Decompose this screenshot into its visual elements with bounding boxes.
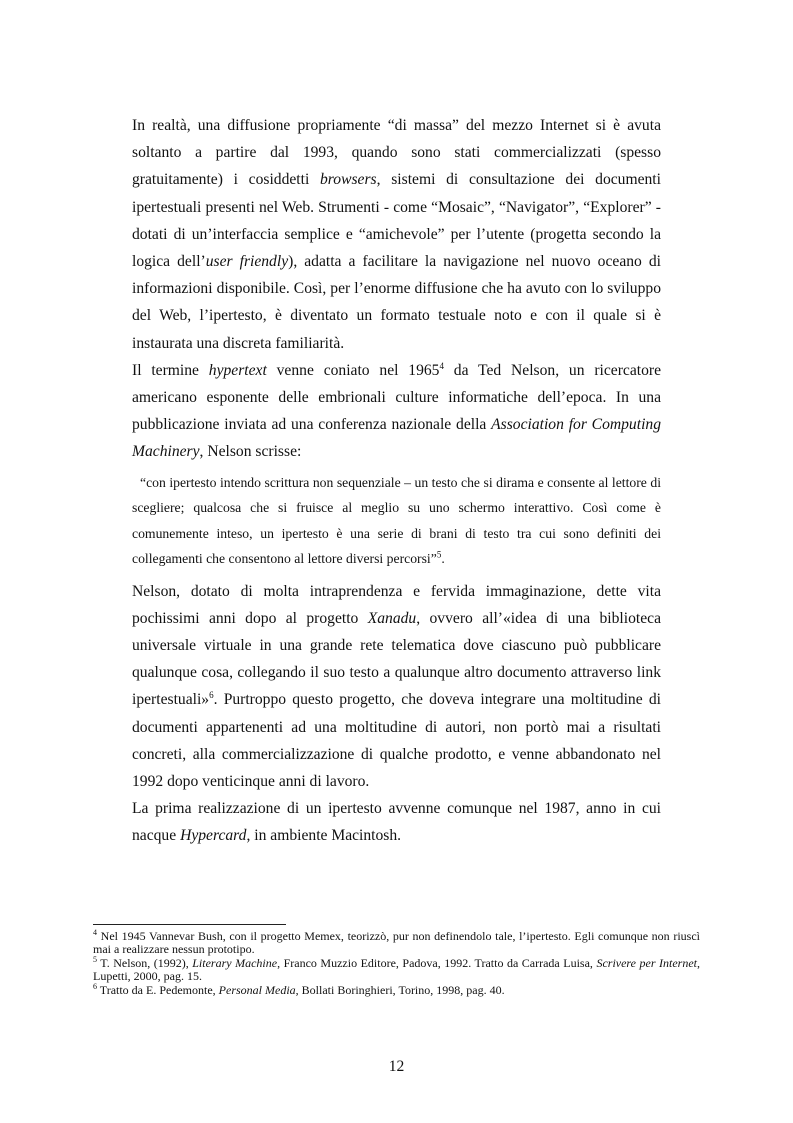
italic-term: Association for Computing Machinery — [132, 416, 661, 461]
footnote-4: $^4$ Nel 1945 Vannevar Bush, con il progetto Memex, teorizzò, pur non definendolo tale, l’ipertesto. Egli comunque non riuscì mai a realizzare nessun prototipo. — [93, 928, 700, 957]
italic-term: Xanadu — [367, 609, 417, 627]
italic-term: Hypercard — [180, 827, 247, 845]
footnote-ref-5: 5 — [436, 549, 442, 560]
paragraph-4: La prima realizzazione di un ipertesto avvenne comunque nel 1987, anno in cui nacque Hypercard, in ambiente Macintosh. — [132, 800, 661, 845]
footnote-separator — [93, 924, 286, 925]
paragraph-3: Nelson, dotato di molta intraprendenza e fervida immaginazione, dette vita pochissimi anni dopo al progetto Xanadu, ovvero all’«idea di una biblioteca universale virtuale in una grande rete telematica dove ciascuno può pubblicare qualunque cosa, collegando il suo testo a qualunque altro documento attraverso link ipertestuali»$^6$. Purtroppo questo progetto, che doveva integrare una moltitudine di documenti appartenenti ad una moltitudine di autori, non portò mai a risultati concreti, alla commercializzazione di qualche prodotto, e venne abbandonato nel 1992 dopo venticinque anni di lavoro. — [132, 582, 661, 791]
footnote-ref-6: 6 — [209, 690, 214, 701]
page-number: 12 — [388, 1058, 405, 1075]
italic-term: user friendly — [205, 253, 289, 271]
paragraph-2: Il termine hypertext venne coniato nel 1965$^4$ da Ted Nelson, un ricercatore americano esponente delle embrionali culture informatiche dell’epoca. In una pubblicazione inviata ad una conferenza nazionale della Association for Computing Machinery, Nelson scrisse: — [132, 360, 661, 461]
footnote-ref-4: 4 — [439, 360, 444, 371]
paragraph-1: In realtà, una diffusione propriamente “di massa” del mezzo Internet si è avuta soltanto a partire dal 1993, quando sono stati commercializzati (spesso gratuitamente) i cosiddetti browsers, sistemi di consultazione dei documenti ipertestuali presenti nel Web. Strumenti - come “Mosaic”, “Navigator”, “Explorer” - dotati di un’interfaccia semplice e “amichevole” per l’utente (progetta secondo la logica dell’user friendly), adatta a facilitare la navigazione nel nuovo oceano di informazioni disponibile. Così, per l’enorme diffusione che ha avuto con lo sviluppo del Web, l’ipertesto, è diventato un formato testuale noto e con il quale si è instaurata una discreta familiarità. — [132, 117, 661, 352]
body-text — [132, 112, 661, 850]
italic-term: hypertext — [208, 361, 267, 379]
footnotes — [93, 930, 700, 997]
footnote-6: $^6$ Tratto da E. Pedemonte, Personal Media, Bollati Boringhieri, Torino, 1998, pag. 40. — [93, 981, 505, 997]
block-quote: “con ipertesto intendo scrittura non sequenziale – un testo che si dirama e consente al lettore di scegliere; qualcosa che si fruisce al meglio su uno schermo interattivo. Così come è comunemente inteso, un ipertesto è una serie di brani di testo tra cui sono definiti dei collegamenti che consentono al lettore diversi percorsi”$^5$. — [132, 474, 661, 567]
footnote-5: $^5$ T. Nelson, (1992), Literary Machine, Franco Muzzio Editore, Padova, 1992. Tratto da Carrada Luisa, Scrivere per Internet, Lupetti, 2000, pag. 15. — [93, 954, 700, 984]
italic-term: browsers — [320, 171, 377, 189]
